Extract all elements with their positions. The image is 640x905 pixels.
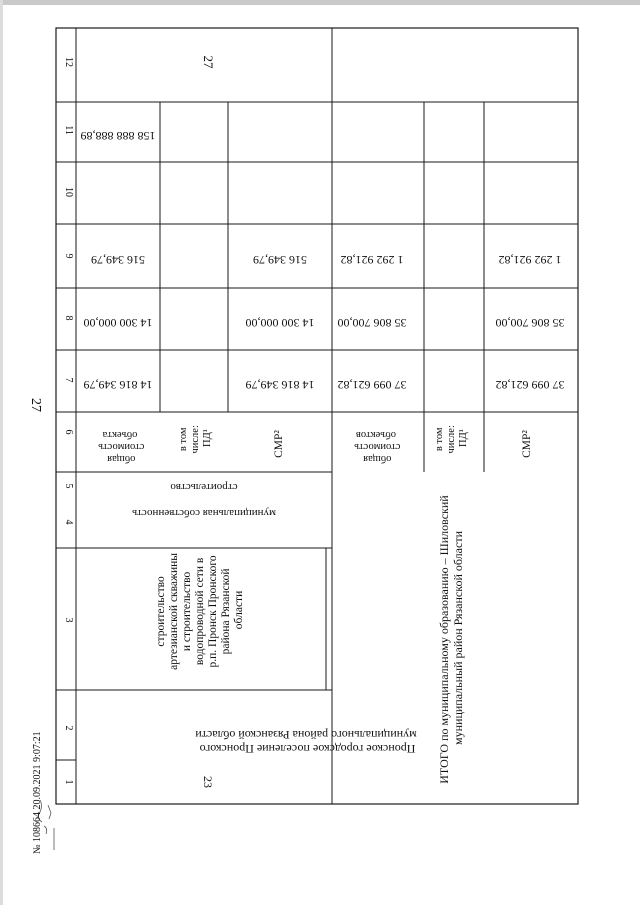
value-cell: 516 349,79 <box>253 253 307 267</box>
table-grid <box>56 28 578 804</box>
object-description: строительство артезианской скважины и строительство водопроводной сети в р.п. Пронск Пронского района Рязанской области <box>155 553 245 670</box>
work-type: строительство <box>170 481 238 493</box>
value-cell: 37 099 621,82 <box>337 378 407 392</box>
column-numbers <box>63 57 74 785</box>
value-cell: 35 806 700,00 <box>337 316 407 330</box>
value-cell: 35 806 700,00 <box>495 316 565 330</box>
page-number: 27 <box>28 398 43 412</box>
col-number: 5 <box>63 483 74 489</box>
scan-edge-left <box>0 0 3 905</box>
breakdown-label-pd: в том числе: ПД¹ <box>178 425 213 454</box>
col-number: 3 <box>63 617 74 623</box>
total-label: ИТОГО по муниципальному образованию – Шиловский муниципальный район Рязанской области <box>437 495 465 784</box>
scan-edge-top <box>0 0 640 5</box>
value-cell: 1 292 921,82 <box>498 253 562 267</box>
breakdown-label-smr: СМР² <box>521 430 533 458</box>
value-cell: 37 099 621,82 <box>495 378 565 392</box>
row-23 <box>81 56 417 789</box>
value-cell: 14 300 000,00 <box>245 316 315 330</box>
col-number: 12 <box>63 57 74 67</box>
registration-stamp: № 108664 20.09.2021 9:07:21 <box>32 731 43 854</box>
col-12-value: 27 <box>201 55 216 69</box>
total-row <box>338 253 565 784</box>
col-number: 9 <box>63 253 74 259</box>
footer <box>32 731 54 854</box>
value-cell: 158 888 888,89 <box>80 129 156 143</box>
breakdown-label-total: общая стоимость объекта <box>98 429 145 464</box>
col-number: 8 <box>63 315 74 321</box>
value-cell: 14 300 000,00 <box>83 316 153 330</box>
breakdown-label-pd: в том числе: ПД¹ <box>434 425 469 454</box>
col-number: 1 <box>63 779 74 785</box>
breakdown-label-smr: СМР² <box>273 430 285 458</box>
value-cell: 516 349,79 <box>91 253 145 267</box>
value-cell: 14 816 349,79 <box>245 378 315 392</box>
value-cell: 1 292 921,82 <box>340 253 404 267</box>
row-number: 23 <box>201 776 215 788</box>
ownership-type: муниципальная собственность <box>132 507 276 519</box>
col-number: 7 <box>63 377 74 383</box>
col-number: 11 <box>63 125 74 135</box>
col-number: 10 <box>63 187 74 197</box>
value-cell: 14 816 349,79 <box>83 378 153 392</box>
breakdown-label-total: общая стоимость объектов <box>354 429 401 464</box>
settlement-name: Пронское городское поселение Пронского муниципального района Рязанской области <box>195 728 417 756</box>
col-number: 4 <box>63 519 74 525</box>
col-number: 2 <box>63 725 74 731</box>
col-number: 6 <box>63 429 74 435</box>
